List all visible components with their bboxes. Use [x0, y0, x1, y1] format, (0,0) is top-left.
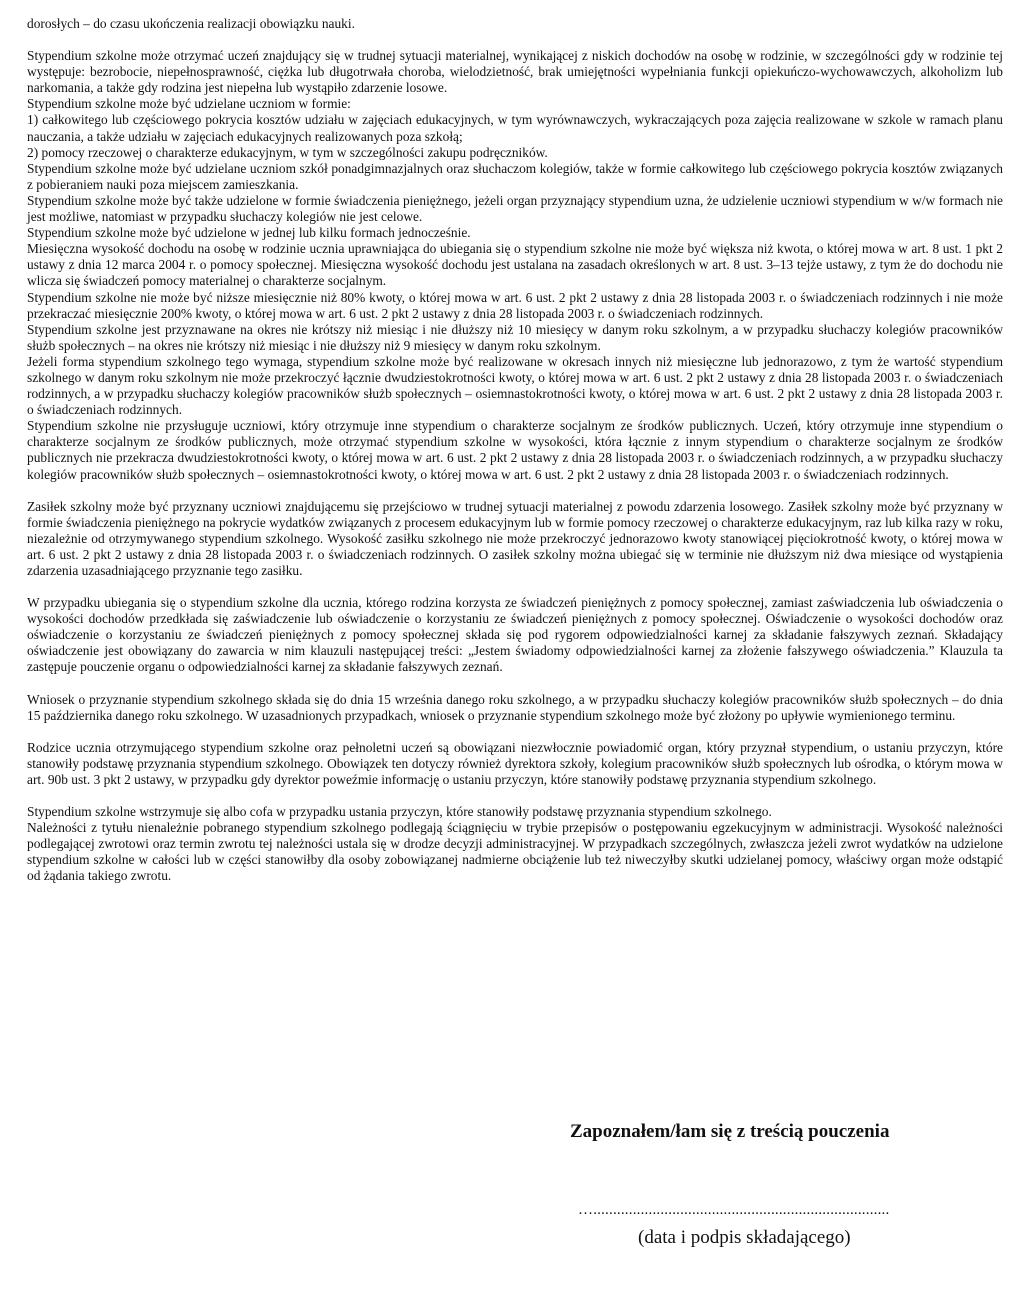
- paragraph: Stypendium szkolne wstrzymuje się albo cofa w przypadku ustania przyczyn, które stanowiły podstawę przyznania stypendium szkolnego.: [27, 804, 772, 820]
- paragraph: dorosłych – do czasu ukończenia realizacji obowiązku nauki.: [27, 16, 355, 31]
- signature-label: (data i podpis składającego): [638, 1227, 851, 1248]
- paragraph: Rodzice ucznia otrzymującego stypendium szkolne oraz pełnoletni uczeń są obowiązani niezwłocznie powiadomić organ, który przyznał stypendium, o ustaniu przyczyn, które stanowiły podstawę przyznania stypendium szkolnego. Obowiązek ten dotyczy również dyrektora szkoły, kolegium pracowników służb społecznych lub ośrodka, o którym mowa w art. 90b ust. 3 pkt 2 ustawy, w przypadku gdy dyrektor poweźmie informację o ustaniu przyczyn, które stanowiły podstawę przyznania stypendium szkolnego.: [27, 739, 1003, 787]
- paragraph: Stypendium szkolne nie może być niższe miesięcznie niż 80% kwoty, o której mowa w art. 6 ust. 2 pkt 2 ustawy z dnia 28 listopada 2003 r. o świadczeniach rodzinnych i nie może przekraczać miesięcznie 200% kwoty, o której mowa w art. 6 ust. 2 pkt 2 ustawy z dnia 28 listopada 2003 r. o świadczeniach rodzinnych.: [27, 289, 1003, 321]
- paragraph: Stypendium szkolne może otrzymać uczeń znajdujący się w trudnej sytuacji materialnej, wynikającej z niskich dochodów na osobę w rodzinie, w szczególności gdy w rodzinie tej występuje: bezrobocie, niepełnosprawność, ciężka lub długotrwała choroba, wielodzietność, brak umiejętności wypełniania funkcji opiekuńczo-wychowawczych, alkoholizm lub narkomania, a także gdy rodzina jest niepełna lub wystąpiło zdarzenie losowe.: [27, 48, 1003, 96]
- paragraph: W przypadku ubiegania się o stypendium szkolne dla ucznia, którego rodzina korzysta ze świadczeń pieniężnych z pomocy społecznej, zamiast zaświadczenia lub oświadczenia o wysokości dochodów przedkłada się zaświadczenie lub oświadczenie o korzystaniu ze świadczeń pieniężnych z pomocy społecznej. Oświadczenie o wysokości dochodów oraz oświadczenie o korzystaniu ze świadczeń pieniężnych z pomocy społecznej składa się pod rygorem odpowiedzialności karnej za składanie fałszywych zeznań. Składający oświadczenie jest obowiązany do zawarcia w nim klauzuli następującej treści: „Jestem świadomy odpowiedzialności karnej za złożenie fałszywego oświadczenia.” Klauzula ta zastępuje pouczenie organu o odpowiedzialności karnej za składanie fałszywych zeznań.: [27, 595, 1003, 675]
- paragraph: Stypendium szkolne jest przyznawane na okres nie krótszy niż miesiąc i nie dłuższy niż 10 miesięcy w danym roku szkolnym, a w przypadku słuchaczy kolegiów pracowników służb społecznych – na okres nie krótszy niż miesiąc i nie dłuższy niż 9 miesięcy w danym roku szkolnym.: [27, 321, 1003, 353]
- instruction-text: [27, 16, 1003, 885]
- paragraph: Stypendium szkolne może być udzielone w jednej lub kilku formach jednocześnie.: [27, 225, 471, 241]
- paragraph: Stypendium szkolne może być także udzielone w formie świadczenia pieniężnego, jeżeli organ przyznający stypendium uzna, że udzielenie uczniowi stypendium w w/w formach nie jest możliwe, natomiast w przypadku słuchaczy kolegiów nie jest celowe.: [27, 192, 1003, 225]
- paragraph: Jeżeli forma stypendium szkolnego tego wymaga, stypendium szkolne może być realizowane w okresach innych niż miesięczne lub jednorazowo, z tym że wartość stypendium szkolnego w danym roku szkolnym nie może przekroczyć łącznie dwudziestokrotności kwoty, o której mowa w art. 6 ust. 2 pkt 2 ustawy z dnia 28 listopada 2003 r. o świadczeniach rodzinnych, a w przypadku słuchaczy kolegiów pracowników służb społecznych – osiemnastokrotności kwoty, o której mowa w art. 6 ust. 2 pkt 2 ustawy z dnia 28 listopada 2003 r. o świadczeniach rodzinnych.: [27, 353, 1003, 418]
- signature-line: …...........................................................................: [578, 1202, 890, 1218]
- paragraph: Stypendium szkolne może być udzielane uczniom w formie:: [27, 96, 351, 112]
- paragraph: Stypendium szkolne może być udzielane uczniom szkół ponadgimnazjalnych oraz słuchaczom kolegiów, także w formie całkowitego lub częściowego pokrycia kosztów związanych z pobieraniem nauki poza miejscem zamieszkania.: [27, 160, 1003, 192]
- paragraph: Należności z tytułu nienależnie pobranego stypendium szkolnego podlegają ściągnięciu w trybie przepisów o postępowaniu egzekucyjnym w administracji. Wysokość należności podlegającej zwrotowi oraz termin zwrotu tej należności ustala się w drodze decyzji administracyjnej. W przypadkach szczególnych, zwłaszcza jeżeli zwrot wydatków na udzielone stypendium szkolne w całości lub w części stanowiłby dla osoby zobowiązanej nadmierne obciążenie lub też niweczyłby skutki udzielanej pomocy, właściwy organ może odstąpić od żądania takiego zwrotu.: [27, 820, 1003, 884]
- paragraph: Miesięczna wysokość dochodu na osobę w rodzinie ucznia uprawniająca do ubiegania się o stypendium szkolne nie może być większa niż kwota, o której mowa w art. 8 ust. 1 pkt 2 ustawy z dnia 12 marca 2004 r. o pomocy społecznej. Miesięczna wysokość dochodu jest ustalana na zasadach określonych w art. 8 ust. 3–13 tejże ustawy, z tym że do dochodu nie wlicza się świadczeń pomocy materialnej o charakterze socjalnym.: [27, 241, 1003, 289]
- paragraph: 1) całkowitego lub częściowego pokrycia kosztów udziału w zajęciach edukacyjnych, w tym wyrównawczych, wykraczających poza zajęcia realizowane w szkole w ramach planu nauczania, a także udziału w zajęciach edukacyjnych realizowanych poza szkołą;: [27, 112, 1003, 144]
- paragraph: Stypendium szkolne nie przysługuje uczniowi, który otrzymuje inne stypendium o charakterze socjalnym ze środków publicznych. Uczeń, który otrzymuje inne stypendium o charakterze socjalnym ze środków publicznych, może otrzymać stypendium szkolne w wysokości, która łącznie z innym stypendium o charakterze socjalnym ze środków publicznych nie przekracza dwudziestokrotności kwoty, o której mowa w art. 6 ust. 2 pkt 2 ustawy z dnia 28 listopada 2003 r. o świadczeniach rodzinnych, a w przypadku słuchaczy kolegiów pracowników służb społecznych – osiemnastokrotności kwoty, o której mowa w art. 6 ust. 2 pkt 2 ustawy z dnia 28 listopada 2003 r. o świadczeniach rodzinnych.: [27, 418, 1003, 482]
- acknowledgement-heading: Zapoznałem/łam się z treścią pouczenia: [570, 1121, 890, 1142]
- paragraph: Wniosek o przyznanie stypendium szkolnego składa się do dnia 15 września danego roku szkolnego, a w przypadku słuchaczy kolegiów pracowników służb społecznych – do dnia 15 października danego roku szkolnego. W uzasadnionych przypadkach, wniosek o przyznanie stypendium szkolnego może być złożony po upływie wymienionego terminu.: [27, 691, 1003, 723]
- paragraph: Zasiłek szkolny może być przyznany uczniowi znajdującemu się przejściowo w trudnej sytuacji materialnej z powodu zdarzenia losowego. Zasiłek szkolny może być przyznany w formie świadczenia pieniężnego na pokrycie wydatków związanych z procesem edukacyjnym lub w formie pomocy rzeczowej o charakterze edukacyjnym, raz lub kilka razy w roku, niezależnie od otrzymywanego stypendium szkolnego. Wysokość zasiłku szkolnego nie może przekroczyć jednorazowo kwoty stanowiącej pięciokrotność kwoty, o której mowa w art. 6 ust. 2 pkt 2 ustawy z dnia 28 listopada 2003 r. o świadczeniach rodzinnych. O zasiłek szkolny można ubiegać się w terminie nie dłuższym niż dwa miesiące od wystąpienia zdarzenia uzasadniającego przyznanie tego zasiłku.: [27, 498, 1003, 578]
- paragraph: 2) pomocy rzeczowej o charakterze edukacyjnym, w tym w szczególności zakupu podręczników.: [27, 144, 548, 160]
